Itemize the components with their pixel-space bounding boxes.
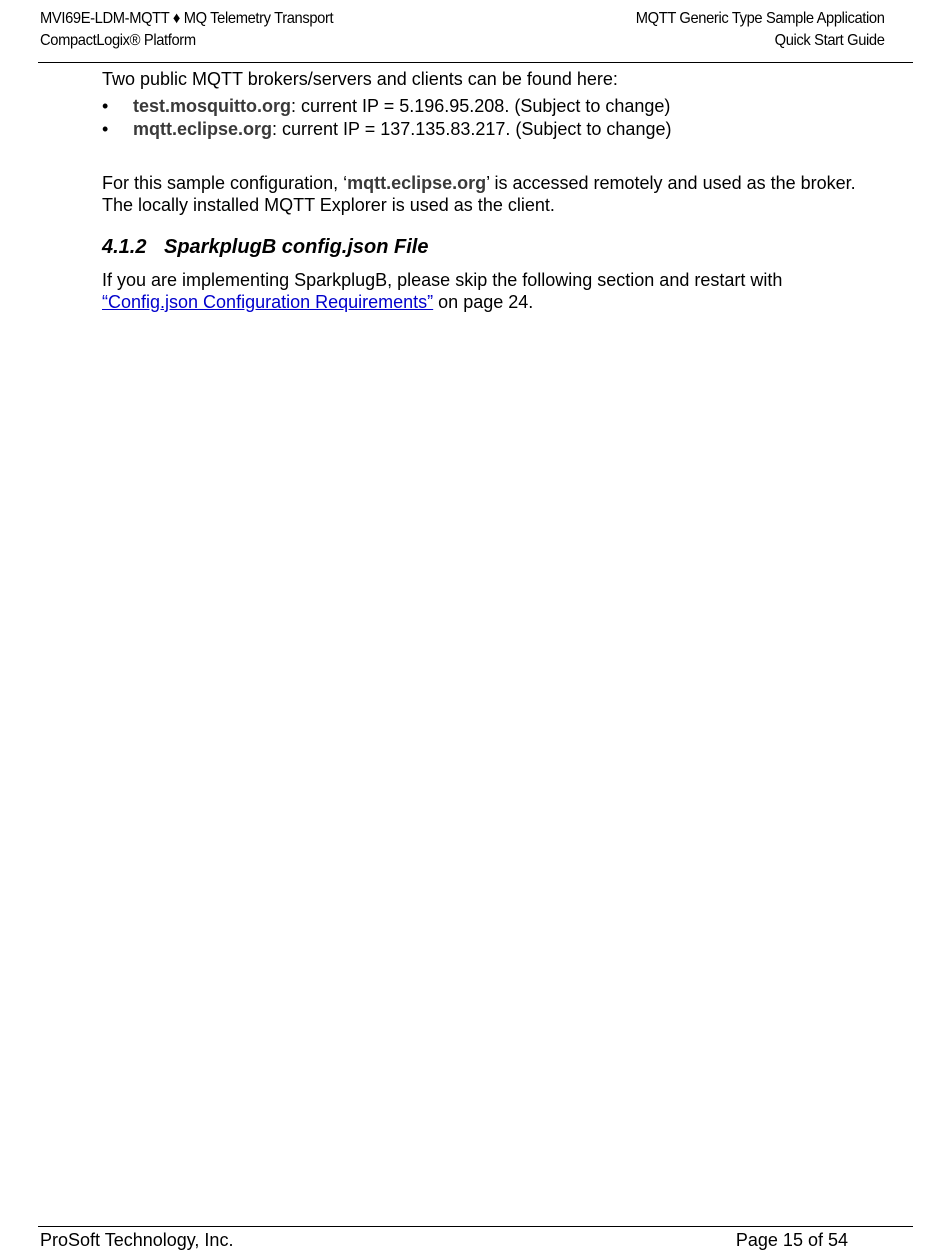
header-divider: [38, 62, 913, 63]
configuration-paragraph: [102, 172, 862, 216]
config-requirements-link[interactable]: “Config.json Configuration Requirements”: [102, 292, 434, 312]
header-document-type: Quick Start Guide: [774, 32, 885, 49]
footer-company: ProSoft Technology, Inc.: [40, 1230, 234, 1250]
list-item: [102, 95, 862, 118]
header-platform: CompactLogix® Platform: [40, 32, 196, 49]
list-item: [102, 118, 862, 141]
broker-hostname: mqtt.eclipse.org: [133, 119, 273, 139]
config-text-after: ’ is accessed remotely and used as the broker. The locally installed MQTT Explorer is used as the client.: [102, 173, 856, 215]
section-title: SparkplugB config.json File: [164, 236, 429, 258]
broker-ip-text: : current IP = 137.135.83.217. (Subject to change): [272, 119, 672, 139]
section-heading: [102, 235, 862, 259]
skip-paragraph: [102, 269, 862, 313]
page-header: [40, 8, 885, 54]
broker-hostname: test.mosquitto.org: [133, 96, 291, 116]
header-product-title: MVI69E-LDM-MQTT ♦ MQ Telemetry Transport: [40, 10, 334, 27]
page-content: [102, 68, 862, 313]
config-text-before: For this sample configuration, ‘: [102, 173, 348, 193]
skip-text-before: If you are implementing SparkplugB, please skip the following section and restart with: [102, 270, 783, 290]
footer-page-number: Page 15 of 54: [735, 1230, 848, 1250]
bullet-icon: •: [102, 96, 109, 116]
config-broker-hostname: mqtt.eclipse.org: [347, 173, 487, 193]
footer-divider: [38, 1226, 913, 1227]
header-document-title: MQTT Generic Type Sample Application: [635, 10, 885, 27]
section-number: 4.1.2: [102, 236, 147, 258]
intro-paragraph: Two public MQTT brokers/servers and clients can be found here:: [102, 69, 618, 89]
broker-list: [102, 95, 862, 141]
bullet-icon: •: [102, 119, 109, 139]
skip-text-after: on page 24.: [433, 292, 534, 312]
broker-ip-text: : current IP = 5.196.95.208. (Subject to change): [291, 96, 671, 116]
